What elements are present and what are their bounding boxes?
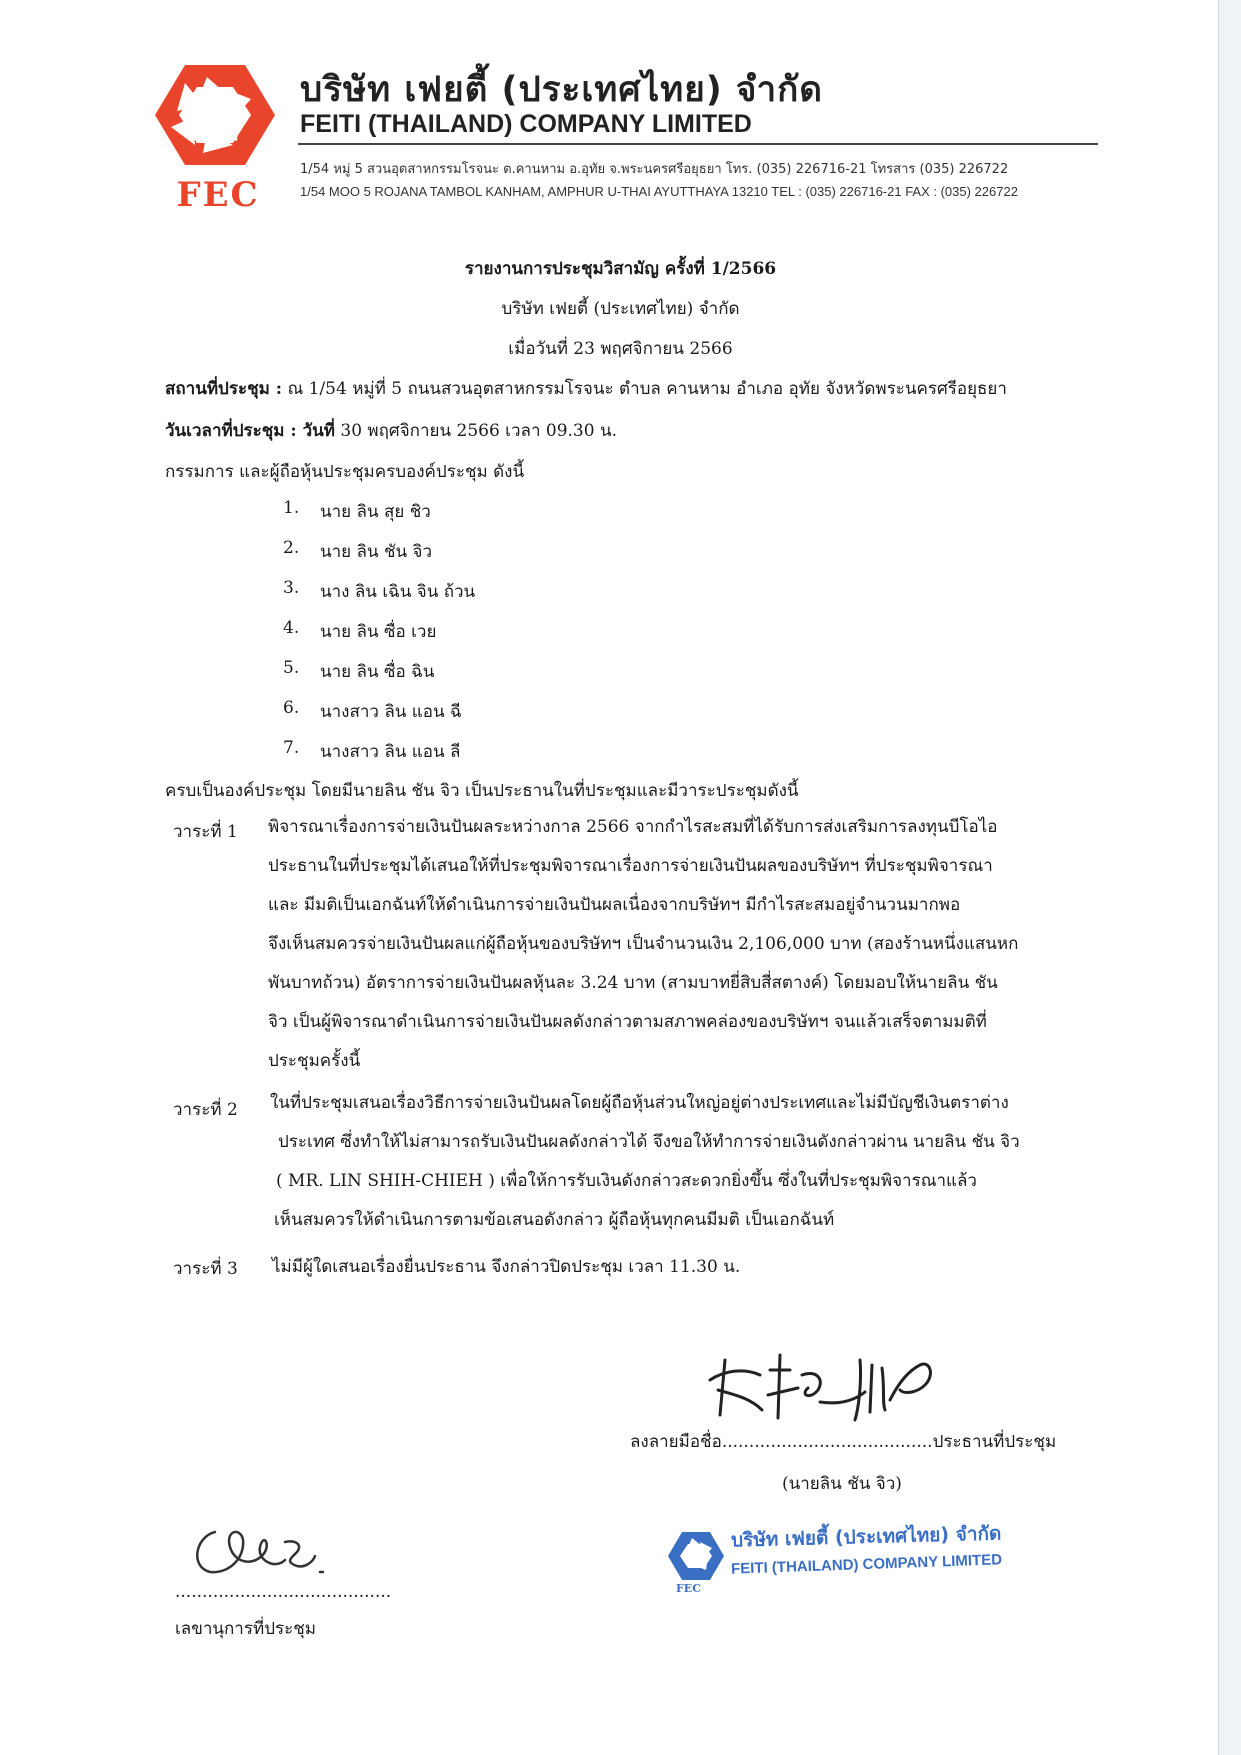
stamp-logo-icon [668,1528,724,1588]
attendee-name: นาย ลิน ชัน จิว [320,542,433,562]
agenda-1-line: ประธานในที่ประชุมได้เสนอให้ที่ประชุมพิจารณาเรื่องการจ่ายเงินปันผลของบริษัทฯ ที่ประชุมพิจารณา [268,856,993,876]
company-logo-icon [155,65,275,165]
datetime-value: 30 พฤศจิกายน 2566 เวลา 09.30 น. [340,421,617,441]
agenda-3-label: วาระที่ 3 [173,1259,238,1279]
attendee-name: นาง ลิน เฉิน จิน ถ้วน [320,582,476,602]
attendee-number: 2. [283,538,300,558]
agenda-2-line: ( MR. LIN SHIH-CHIEH ) เพื่อให้การรับเงินดังกล่าวสะดวกยิ่งขึ้น ซึ่งในที่ประชุมพิจารณาแล้ว [276,1171,977,1191]
agenda-3-text: ไม่มีผู้ใดเสนอเรื่องยื่นประธาน จึงกล่าวปิดประชุม เวลา 11.30 น. [272,1257,741,1277]
attendee-number: 6. [283,698,300,718]
agenda-1-line: และ มีมติเป็นเอกฉันท์ให้ดำเนินการจ่ายเงินปันผลเนื่องจากบริษัทฯ มีกำไรสะสมอยู่จำนวนมากพอ [268,895,961,915]
agenda-1-label: วาระที่ 1 [173,822,238,842]
company-stamp [668,1520,1088,1600]
agenda-1-text [268,808,1018,1081]
stamp-company-thai: บริษัท เฟยตี้ (ประเทศไทย) จำกัด [730,1522,1002,1552]
attendee-number: 7. [283,738,300,758]
attendee-number: 1. [283,498,300,518]
attendee-number: 5. [283,658,300,678]
report-title: รายงานการประชุมวิสามัญ ครั้งที่ 1/2566 [464,259,777,279]
company-name-english: FEITI (THAILAND) COMPANY LIMITED [300,110,752,138]
secretary-signature-icon [185,1512,355,1582]
company-name-thai: บริษัท เฟยตี้ (ประเทศไทย) จำกัด [300,70,824,110]
sign-dots: ....................................... [721,1432,933,1452]
sign-label: ลงลายมือชื่อ [630,1432,722,1452]
chairman-signature-icon [690,1340,950,1430]
agenda-2-line: ในที่ประชุมเสนอเรื่องวิธีการจ่ายเงินปันผลโดยผู้ถือหุ้นส่วนใหญ่อยู่ต่างประเทศและไม่มีบัญชีเงินตราต่าง [270,1093,1009,1113]
agenda-1-line: พันบาทถ้วน) อัตราการจ่ายเงินปันผลหุ้นละ 3.24 บาท (สามบาทยี่สิบสี่สตางค์) โดยมอบให้นายลิน ชัน [268,973,998,993]
signature-line [630,1428,1056,1455]
meeting-place [165,375,1007,402]
attendee-name: นาย ลิน สุย ชิว [320,502,431,522]
address-english: 1/54 MOO 5 ROJANA TAMBOL KANHAM, AMPHUR U-THAI AYUTTHAYA 13210 TEL : (035) 226716-21 FAX : (035) 226722 [300,184,1018,199]
sign-role: ประธานที่ประชุม [932,1432,1057,1452]
attendee-name: นาย ลิน ซื่อ เวย [320,622,437,642]
chairman-name: (นายลิน ชัน จิว) [782,1474,902,1494]
place-label: สถานที่ประชุม : [165,379,283,399]
agenda-1-line: จิว เป็นผู้พิจารณาดำเนินการจ่ายเงินปันผลดังกล่าวตามสภาพคล่องของบริษัทฯ จนแล้วเสร็จตามมติที่ [268,1012,987,1032]
address-thai: 1/54 หมู่ 5 สวนอุตสาหกรรมโรจนะ ต.คานหาม อ.อุทัย จ.พระนครศรีอยุธยา โทร. (035) 226716-21 โทรสาร (035) 226722 [300,162,1009,177]
letterhead-divider [298,143,1098,145]
meeting-datetime [165,417,617,444]
attendee-name: นางสาว ลิน แอน ฉี [320,702,462,722]
attendee-number: 3. [283,578,300,598]
attendees-intro: กรรมการ และผู้ถือหุ้นประชุมครบองค์ประชุม ดังนี้ [165,462,525,482]
attendee-name: นาย ลิน ซื่อ ฉิน [320,662,435,682]
company-logo-lettering [163,176,273,210]
agenda-1-line: พิจารณาเรื่องการจ่ายเงินปันผลระหว่างกาล 2566 จากกำไรสะสมที่ได้รับการส่งเสริมการลงทุนบีโอไอ [268,817,998,837]
datetime-label: วันเวลาที่ประชุม : วันที่ [165,421,335,441]
stamp-logo-text: FEC [676,1582,701,1595]
secretary-role: เลขานุการที่ประชุม [175,1619,316,1639]
svg-text:FEC: FEC [176,176,260,210]
agenda-2-line: ประเทศ ซึ่งทำให้ไม่สามารถรับเงินปันผลดังกล่าวได้ จึงขอให้ทำการจ่ายเงินดังกล่าวผ่าน นายลิน ชัน จิว [278,1132,1020,1152]
attendee-number: 4. [283,618,300,638]
agenda-2-line: เห็นสมควรให้ดำเนินการตามข้อเสนอดังกล่าว ผู้ถือหุ้นทุกคนมีมติ เป็นเอกฉันท์ [274,1210,835,1230]
report-company: บริษัท เฟยตี้ (ประเทศไทย) จำกัด [501,299,740,319]
quorum-statement: ครบเป็นองค์ประชุม โดยมีนายลิน ชัน จิว เป็นประธานในที่ประชุมและมีวาระประชุมดังนี้ [165,781,799,801]
agenda-2-label: วาระที่ 2 [173,1100,238,1120]
agenda-1-line: ประชุมครั้งนี้ [268,1051,361,1071]
stamp-company-english: FEITI (THAILAND) COMPANY LIMITED [730,1551,1003,1578]
agenda-1-line: จึงเห็นสมควรจ่ายเงินปันผลแก่ผู้ถือหุ้นของบริษัทฯ เป็นจำนวนเงิน 2,106,000 บาท (สองร้านหนึ่งแสนหก [268,934,1019,954]
attendee-name: นางสาว ลิน แอน ลี [320,742,461,762]
place-value: ณ 1/54 หมู่ที่ 5 ถนนสวนอุตสาหกรรมโรจนะ ตำบล คานหาม อำเภอ อุทัย จังหวัดพระนครศรีอยุธยา [287,379,1007,399]
agenda-2-text [270,1084,1020,1240]
secretary-dots: ........................................ [175,1582,392,1602]
report-date: เมื่อวันที่ 23 พฤศจิกายน 2566 [508,339,733,359]
